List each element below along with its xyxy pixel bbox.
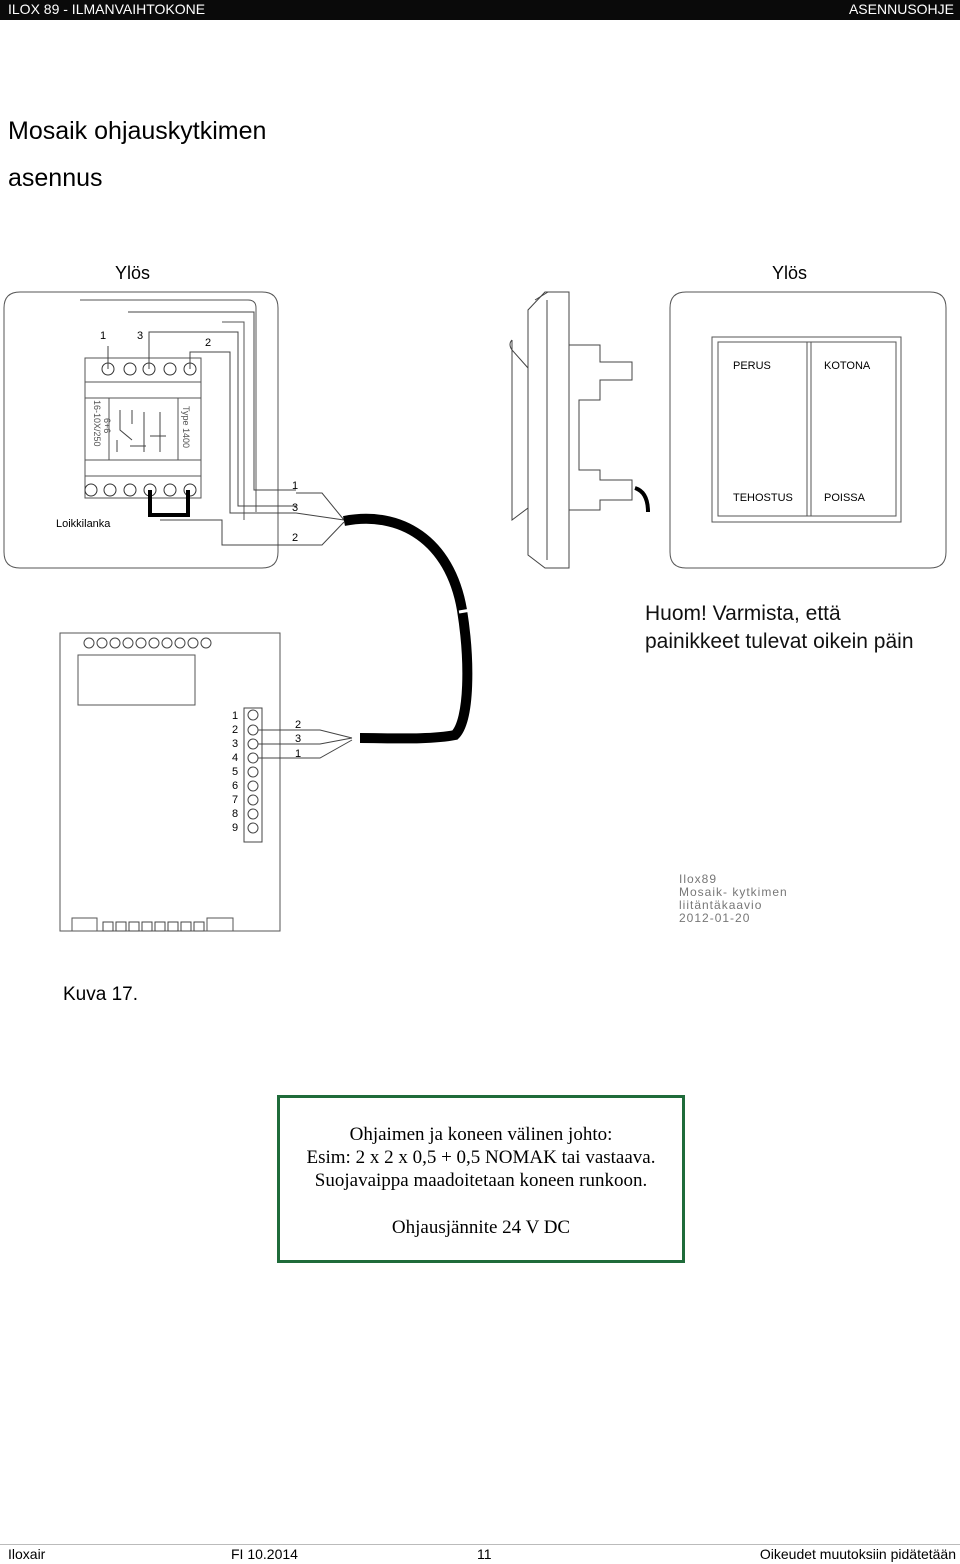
cable-note-box bbox=[277, 1095, 685, 1263]
warning-line1: Huom! Varmista, että bbox=[645, 602, 841, 625]
device-config-text: 6+6 bbox=[102, 418, 112, 434]
board-terminal-label: 6 bbox=[232, 780, 239, 792]
switch-terminal-2: 2 bbox=[205, 337, 212, 349]
board-wire-3: 3 bbox=[295, 733, 302, 745]
orientation-warning bbox=[645, 600, 914, 656]
note-line1: Ohjaimen ja koneen välinen johto: bbox=[349, 1124, 613, 1145]
header-document-title: ILOX 89 - ILMANVAIHTOKONE bbox=[8, 1, 206, 17]
board-display bbox=[78, 655, 195, 705]
device-rating-text: 16-10X/250 bbox=[92, 400, 102, 447]
terminal-screw bbox=[85, 484, 97, 496]
board-terminal-label: 9 bbox=[232, 822, 239, 834]
control-cable bbox=[344, 519, 467, 739]
control-board bbox=[60, 633, 280, 931]
footer-page-number: 11 bbox=[477, 1546, 492, 1562]
board-wire-1: 1 bbox=[295, 748, 302, 760]
header-document-type: ASENNUSOHJE bbox=[848, 1, 954, 17]
up-label-left: Ylös bbox=[115, 263, 151, 283]
stamp-subtitle: liitäntäkaavio bbox=[679, 898, 763, 912]
up-label-right: Ylös bbox=[772, 263, 808, 283]
button-perus: PERUS bbox=[733, 360, 771, 372]
board-terminal-label: 1 bbox=[232, 710, 239, 722]
stamp-title: Mosaik- kytkimen bbox=[679, 885, 788, 899]
footer-rights: Oikeudet muutoksiin pidätetään bbox=[759, 1546, 956, 1562]
switch-wire-1: 1 bbox=[292, 480, 299, 492]
note-line3: Suojavaippa maadoitetaan koneen runkoon. bbox=[314, 1170, 648, 1191]
switch-terminal-1: 1 bbox=[100, 330, 107, 342]
footer-date: FI 10.2014 bbox=[231, 1546, 298, 1562]
loop-wire-label: Loikkilanka bbox=[56, 518, 111, 530]
board-wire-2: 2 bbox=[295, 719, 302, 731]
button-kotona: KOTONA bbox=[824, 360, 871, 372]
switch-wire-3: 3 bbox=[292, 502, 299, 514]
note-line2: Esim: 2 x 2 x 0,5 + 0,5 NOMAK tai vastaava. bbox=[306, 1147, 656, 1168]
side-cable-stub bbox=[635, 488, 648, 512]
button-tehostus: TEHOSTUS bbox=[733, 492, 793, 504]
note-line4: Ohjausjännite 24 V DC bbox=[391, 1217, 571, 1238]
section-title-line2: asennus bbox=[8, 164, 103, 192]
board-terminal-label: 8 bbox=[232, 808, 239, 820]
board-terminal-label: 7 bbox=[232, 794, 239, 806]
section-title-line1: Mosaik ohjauskytkimen bbox=[8, 117, 267, 145]
warning-line2: painikkeet tulevat oikein päin bbox=[645, 630, 914, 653]
board-terminal-label: 5 bbox=[232, 766, 239, 778]
switch-wire-2: 2 bbox=[292, 532, 299, 544]
button-poissa: POISSA bbox=[824, 492, 865, 504]
terminal-screw bbox=[124, 484, 136, 496]
stamp-project: Ilox89 bbox=[679, 872, 718, 886]
switch-terminal-3: 3 bbox=[137, 330, 144, 342]
switch-side-profile bbox=[528, 292, 569, 568]
terminal-screw bbox=[104, 484, 116, 496]
footer-brand: Iloxair bbox=[8, 1546, 46, 1562]
switch-frame-front bbox=[670, 292, 946, 568]
terminal-screw bbox=[124, 363, 136, 375]
board-terminal-label: 3 bbox=[232, 738, 239, 750]
board-terminal-label: 4 bbox=[232, 752, 239, 764]
page-footer bbox=[0, 1544, 960, 1564]
stamp-date: 2012-01-20 bbox=[679, 911, 751, 925]
terminal-screw bbox=[164, 363, 176, 375]
figure-caption: Kuva 17. bbox=[63, 984, 138, 1005]
device-type-text: Type 1400 bbox=[181, 406, 191, 449]
board-terminal-label: 2 bbox=[232, 724, 239, 736]
terminal-screw bbox=[164, 484, 176, 496]
